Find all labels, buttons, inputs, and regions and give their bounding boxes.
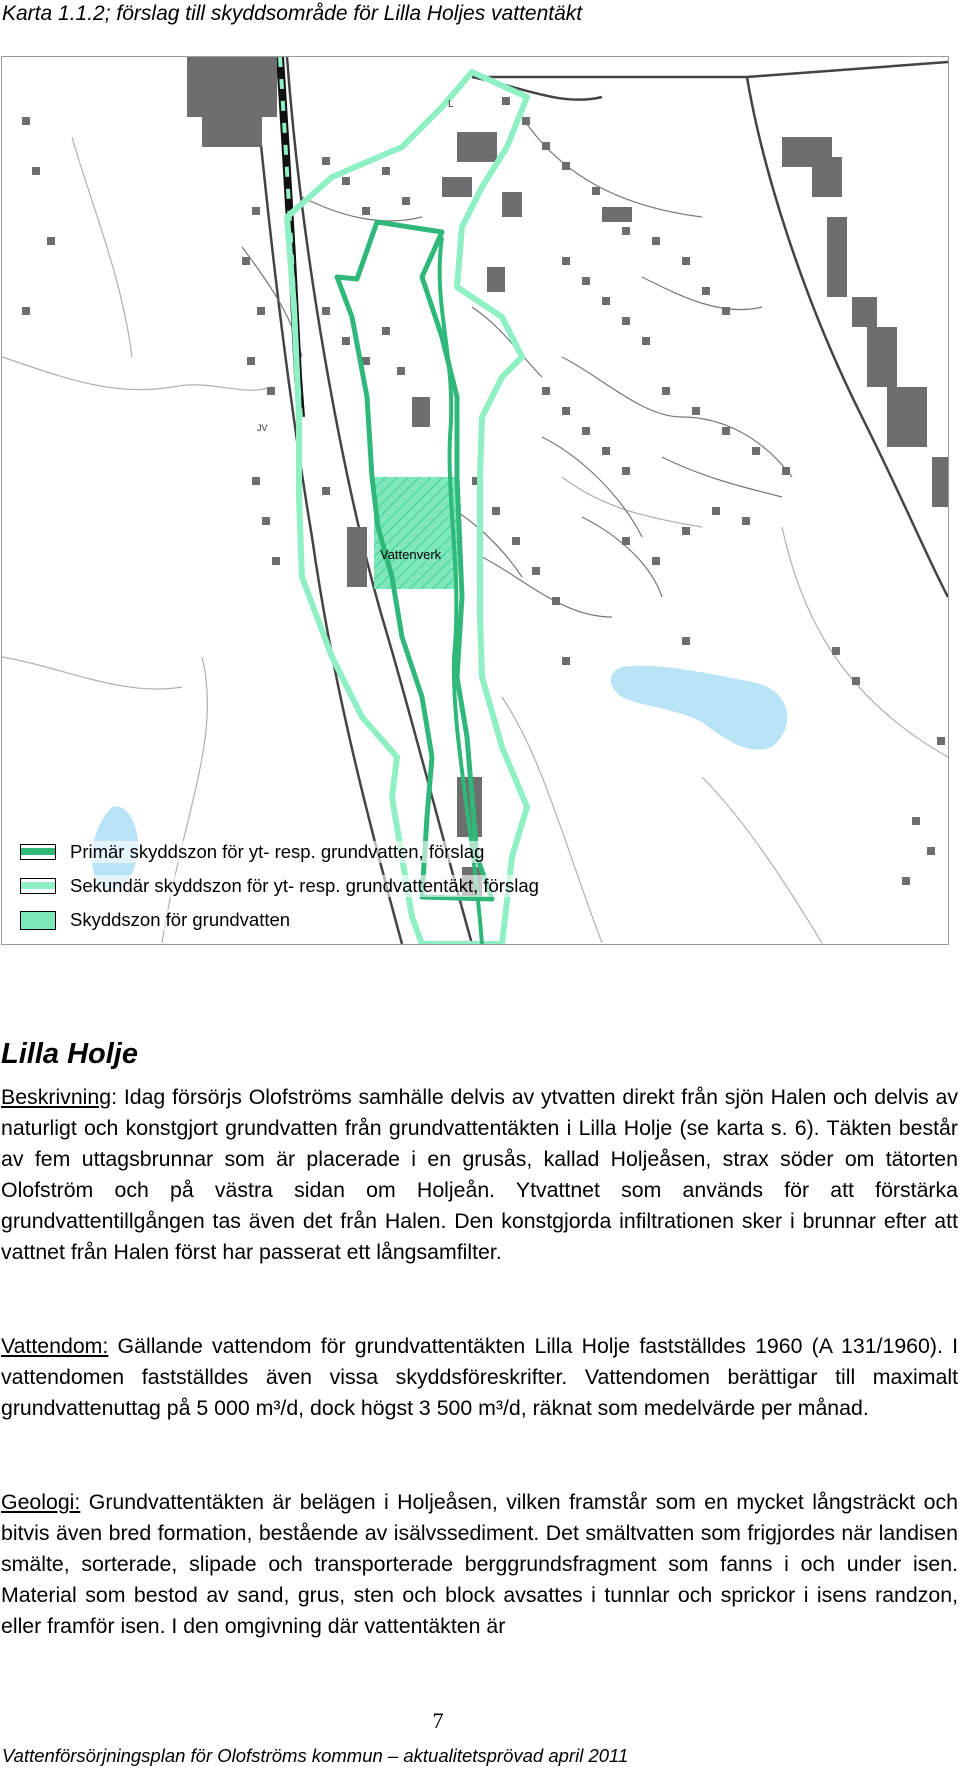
legend-swatch-primary — [20, 844, 56, 860]
map-label-jv: JV — [257, 423, 268, 433]
paragraph-text-vattendom: Gällande vattendom för grundvattentäkten Lilla Holje fastställdes 1960 (A 131/1960). I vattendomen fastställdes även vissa skyddsföreskrifter. Vattendomen berättigar till maximalt grundvattenuttag på 5 000 m³/d, dock högst 3 500 m³/d, räknat som medelvärde per månad. — [1, 1334, 958, 1420]
houses — [22, 97, 945, 885]
legend-label-groundwater: Skyddszon för grundvatten — [70, 909, 291, 930]
groundwater-zone — [374, 477, 458, 589]
paragraph-text-beskrivning: : Idag försörjs Olofströms samhälle delvis av ytvatten direkt från sjön Halen och delvis av naturligt och konstgjort grundvatten från grundvattentäkten i Lilla Holje (se karta s. 6). Täkten består av fem uttagsbrunnar som är placerade i en grusås, kallad Holjeåsen, strax söder om tätorten Olofström och på västra sidan om Holjeån. Ytvattnet som används för att förstärka grundvattentillgången tas även det från Halen. Den konstgjorda infiltrationen sker i brunnar efter att vattnet från Halen först har passerat ett långsamfilter. — [1, 1085, 958, 1264]
map-legend — [20, 835, 539, 937]
legend-swatch-secondary — [20, 878, 56, 894]
paragraph-text-geologi: Grundvattentäkten är belägen i Holjeåsen, vilken framstår som en mycket långsträckt och bitvis även bred formation, bestående av isälvssediment. Det smältvatten som frigjordes när landisen smälte, sorterade, slipade och transporterade berggrundsfragment som fanns i och under isen. Material som bestod av sand, grus, sten och block avsattes i tunnlar och sprickor i isens randzon, eller framför isen. I den omgivning där vattentäkten är — [1, 1490, 958, 1638]
paragraph-beskrivning — [1, 1082, 958, 1268]
paragraph-lead-vattendom: Vattendom: — [1, 1334, 109, 1358]
page-footer: Vattenförsörjningsplan för Olofströms kommun – aktualitetsprövad april 2011 — [2, 1745, 629, 1766]
legend-item-secondary — [20, 869, 539, 903]
legend-label-secondary: Sekundär skyddszon för yt- resp. grundvattentäkt, förslag — [70, 875, 539, 896]
legend-item-groundwater — [20, 903, 539, 937]
paragraph-lead-geologi: Geologi: — [1, 1490, 81, 1514]
lake-halen-south — [611, 666, 788, 750]
paragraph-lead-beskrivning: Beskrivning — [1, 1085, 112, 1109]
legend-swatch-groundwater — [20, 911, 56, 930]
legend-item-primary — [20, 835, 539, 869]
map-label-l: L — [448, 99, 454, 110]
map-label-vattenverk: Vattenverk — [380, 547, 442, 562]
legend-label-primary: Primär skyddszon för yt- resp. grundvatten, förslag — [70, 841, 485, 862]
paragraph-vattendom — [1, 1331, 958, 1424]
map-caption: Karta 1.1.2; förslag till skyddsområde för Lilla Holjes vattentäkt — [2, 2, 583, 25]
page-number: 7 — [432, 1708, 444, 1733]
section-title: Lilla Holje — [1, 1038, 138, 1070]
map-graphic — [2, 57, 948, 944]
protection-zone-map — [1, 56, 949, 945]
paragraph-geologi — [1, 1487, 958, 1642]
